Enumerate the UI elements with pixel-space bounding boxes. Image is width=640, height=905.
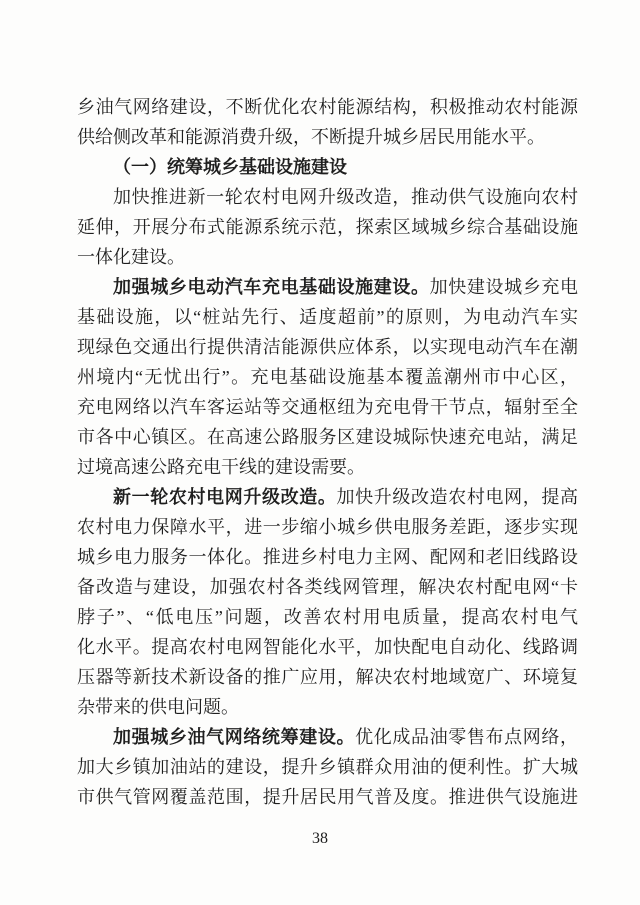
text-run: 充电网络以汽车客运站等交通枢纽为充电骨干节点，辐射至全 <box>77 397 578 417</box>
text-line <box>77 362 578 392</box>
text-run: 延伸，开展分布式能源系统示范，探索区域城乡综合基础设施 <box>77 217 578 237</box>
text-run: 一体化建设。 <box>77 247 185 267</box>
text-run: 现绿色交通出行提供清洁能源供应体系，以实现电动汽车在潮 <box>77 337 578 357</box>
text-run: 供给侧改革和能源消费升级，不断提升城乡居民用能水平。 <box>77 127 545 147</box>
text-run: 脖子”、“低电压”问题，改善农村用电质量，提高农村电气 <box>77 607 578 627</box>
text-line <box>77 392 578 422</box>
text-run: 加快建设城乡充电 <box>429 277 578 297</box>
text-line <box>77 602 578 632</box>
text-line <box>77 482 578 512</box>
text-run: 市供气管网覆盖范围，提升居民用气普及度。推进供气设施进 <box>77 787 578 807</box>
text-run: 乡油气网络建设，不断优化农村能源结构，积极推动农村能源 <box>77 97 578 117</box>
text-line <box>77 722 578 752</box>
text-run: 优化成品油零售布点网络， <box>355 727 578 747</box>
text-line <box>77 662 578 692</box>
text-line <box>77 572 578 602</box>
bold-run: 加强城乡油气网络统筹建设。 <box>113 727 356 747</box>
text-line <box>77 512 578 542</box>
text-line <box>77 422 578 452</box>
text-run: 州境内“无忧出行”。充电基础设施基本覆盖潮州市中心区， <box>77 367 578 387</box>
text-run: 过境高速公路充电干线的建设需要。 <box>77 457 365 477</box>
page-footer <box>0 829 640 849</box>
text-run: 基础设施，以“桩站先行、适度超前”的原则，为电动汽车实 <box>77 307 578 327</box>
bold-run: （一）统筹城乡基础设施建设 <box>113 157 347 177</box>
text-run: 市各中心镇区。在高速公路服务区建设城际快速充电站，满足 <box>77 427 578 447</box>
text-line <box>77 752 578 782</box>
text-line <box>77 182 578 212</box>
text-line <box>77 692 578 722</box>
text-run: 备改造与建设，加强农村各类线网管理，解决农村配电网“卡 <box>77 577 578 597</box>
section-heading <box>77 152 578 182</box>
text-line <box>77 92 578 122</box>
text-run: 杂带来的供电问题。 <box>77 697 239 717</box>
text-line <box>77 122 578 152</box>
text-line <box>77 272 578 302</box>
text-line <box>77 302 578 332</box>
text-line <box>77 212 578 242</box>
page-number: 38 <box>312 830 328 847</box>
text-run: 加快推进新一轮农村电网升级改造，推动供气设施向农村 <box>113 187 578 207</box>
text-line <box>77 632 578 662</box>
text-run: 加快升级改造农村电网，提高 <box>336 487 578 507</box>
text-line <box>77 332 578 362</box>
bold-run: 新一轮农村电网升级改造。 <box>113 487 337 507</box>
text-run: 加大乡镇加油站的建设，提升乡镇群众用油的便利性。扩大城 <box>77 757 578 777</box>
text-run: 化水平。提高农村电网智能化水平，加快配电自动化、线路调 <box>77 637 578 657</box>
text-line <box>77 782 578 812</box>
text-run: 压器等新技术新设备的推广应用，解决农村地域宽广、环境复 <box>77 667 578 687</box>
page-content <box>77 92 578 812</box>
text-line <box>77 452 578 482</box>
text-line <box>77 542 578 572</box>
text-run: 城乡电力服务一体化。推进乡村电力主网、配网和老旧线路设 <box>77 547 578 567</box>
text-run: 农村电力保障水平，进一步缩小城乡供电服务差距，逐步实现 <box>77 517 578 537</box>
text-line <box>77 242 578 272</box>
bold-run: 加强城乡电动汽车充电基础设施建设。 <box>113 277 430 297</box>
